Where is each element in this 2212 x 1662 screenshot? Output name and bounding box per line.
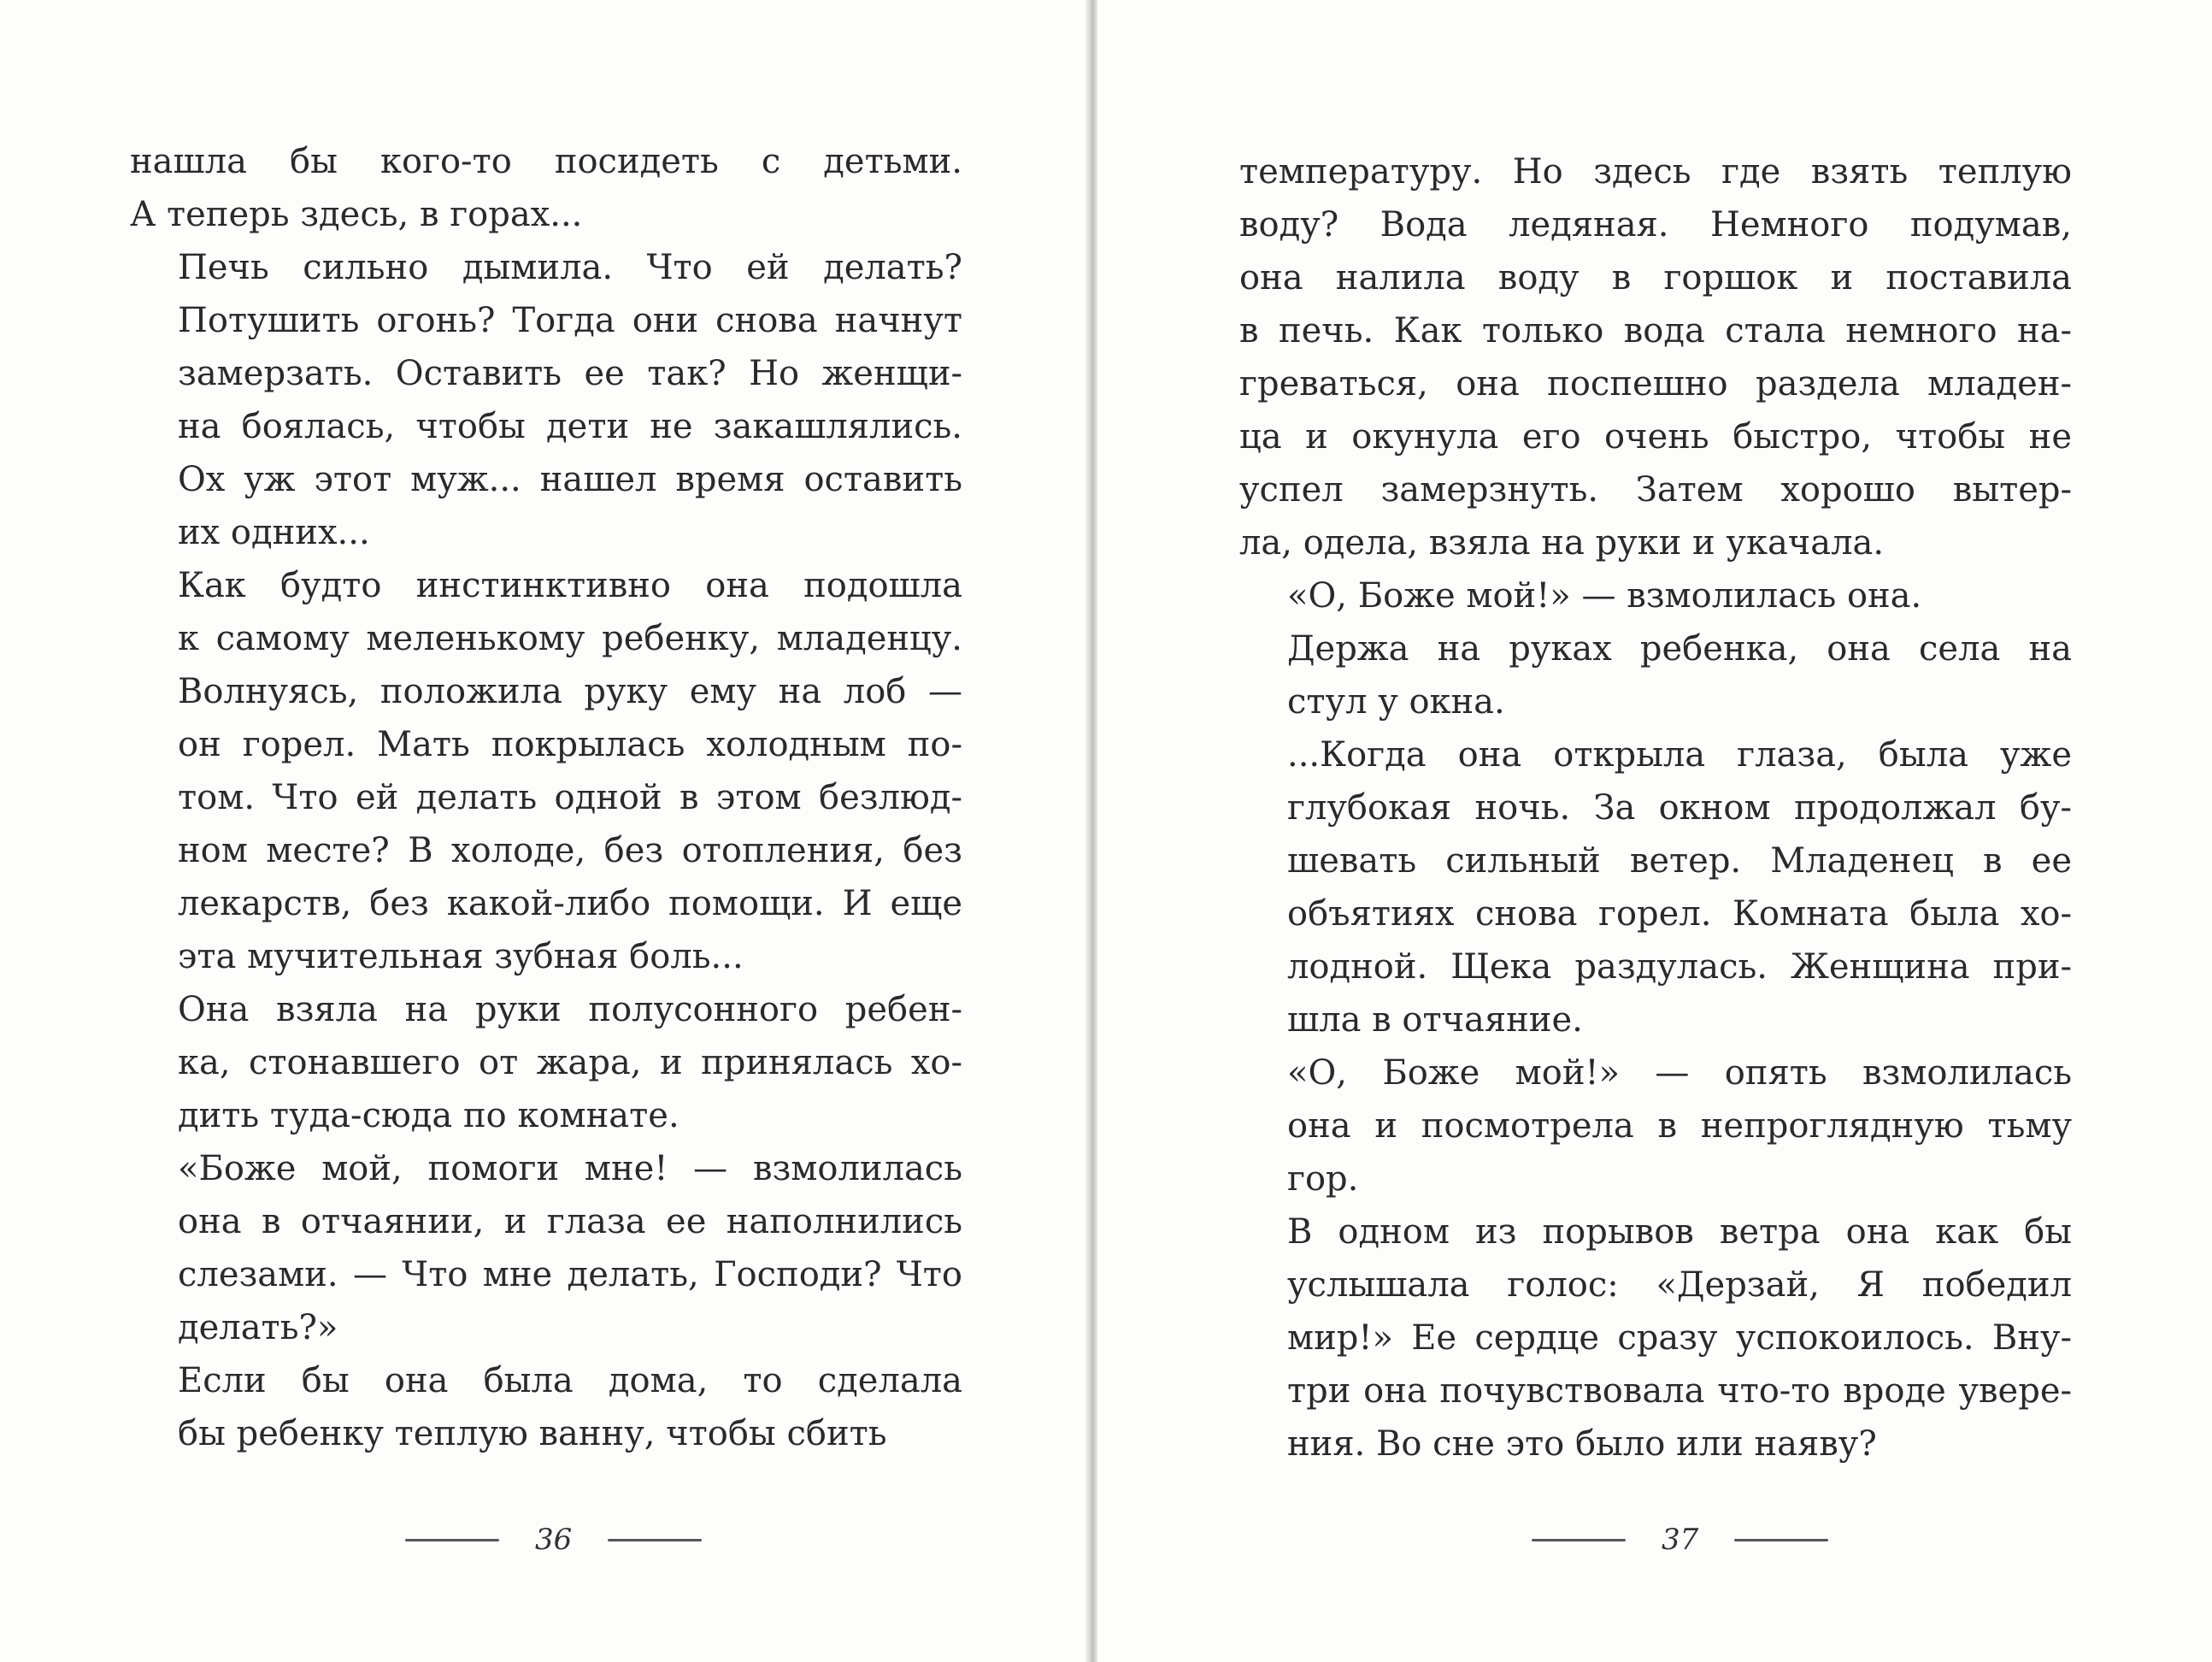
text-line: Она взяла на руки полусонного ребен- <box>178 990 962 1029</box>
left-page-folio <box>369 1518 738 1561</box>
paragraph <box>1239 1205 2072 1470</box>
text-line: ца и окунула его очень быстро, чтобы не <box>1239 417 2072 457</box>
text-line: Потушить огонь? Тогда они снова начнут <box>178 301 962 340</box>
paragraph <box>1239 728 2072 1046</box>
folio-dash-right <box>1734 1539 1828 1541</box>
text-line: «О, Боже мой!» — опять взмолилась <box>1287 1053 2072 1093</box>
text-line: гор. <box>1287 1159 1359 1199</box>
text-line: слезами. — Что мне делать, Господи? Что <box>178 1255 962 1294</box>
text-line: она налила воду в горшок и поставила <box>1239 258 2072 298</box>
text-line: шла в отчаяние. <box>1287 1000 1583 1040</box>
text-line: замерзать. Оставить ее так? Но женщи- <box>178 354 962 393</box>
text-line: бы ребенку теплую ванну, чтобы сбить <box>178 1414 887 1453</box>
folio-dash-left <box>405 1539 499 1541</box>
text-line: ка, стонавшего от жара, и принялась хо- <box>178 1043 962 1082</box>
text-line: нашла бы кого-то посидеть с детьми. <box>130 142 962 181</box>
paragraph <box>130 1142 962 1354</box>
text-line: глубокая ночь. За окном продолжал бу- <box>1287 788 2072 828</box>
paragraph <box>1239 145 2072 569</box>
paragraph <box>130 135 962 241</box>
text-line: шевать сильный ветер. Младенец в ее <box>1287 841 2072 881</box>
text-line: том. Что ей делать одной в этом безлюд- <box>178 778 962 817</box>
text-line: Как будто инстинктивно она подошла <box>178 566 962 605</box>
text-line: температуру. Но здесь где взять теплую <box>1239 152 2072 192</box>
text-line: мир!» Ее сердце сразу успокоилось. Вну- <box>1287 1318 2072 1358</box>
page-number: 36 <box>535 1523 573 1557</box>
text-line: она и посмотрела в непроглядную тьму <box>1287 1106 2072 1146</box>
paragraph <box>1239 622 2072 728</box>
book-gutter <box>1085 0 1097 1662</box>
text-line: «Боже мой, помоги мне! — взмолилась <box>178 1149 962 1188</box>
text-line: услышала голос: «Дерзай, Я победил <box>1287 1265 2072 1305</box>
text-line: Держа на руках ребенка, она села на <box>1287 629 2072 669</box>
text-line: она в отчаянии, и глаза ее наполнились <box>178 1202 962 1241</box>
text-line: он горел. Мать покрылась холодным по- <box>178 725 962 764</box>
text-line: лекарств, без какой-либо помощи. И еще <box>178 884 962 923</box>
folio-dash-left <box>1532 1539 1626 1541</box>
text-line: к самому меленькому ребенку, младенцу. <box>178 619 962 658</box>
text-line: ния. Во сне это было или наяву? <box>1287 1424 1877 1464</box>
paragraph <box>1239 569 2072 622</box>
text-line: три она почувствовала что-то вроде увере- <box>1287 1371 2072 1411</box>
page-number: 37 <box>1662 1523 1699 1557</box>
text-line: эта мучительная зубная боль... <box>178 937 744 976</box>
text-line: объятиях снова горел. Комната была хо- <box>1287 894 2072 934</box>
text-line: ла, одела, взяла на руки и укачала. <box>1239 523 1885 563</box>
text-line: воду? Вода ледяная. Немного подумав, <box>1239 205 2072 245</box>
text-line: их одних... <box>178 513 370 552</box>
text-line: Печь сильно дымила. Что ей делать? <box>178 248 962 287</box>
text-line: А теперь здесь, в горах... <box>130 195 583 234</box>
text-line: ...Когда она открыла глаза, была уже <box>1287 735 2072 775</box>
text-line: Если бы она была дома, то сделала <box>178 1361 962 1400</box>
text-line: Ох уж этот муж... нашел время оставить <box>178 460 962 499</box>
paragraph <box>130 983 962 1142</box>
right-page-text <box>1239 145 2072 1470</box>
text-line: успел замерзнуть. Затем хорошо вытер- <box>1239 470 2072 510</box>
text-line: «О, Боже мой!» — взмолилась она. <box>1287 576 1922 616</box>
text-line: на боялась, чтобы дети не закашлялись. <box>178 407 962 446</box>
right-page-folio <box>1496 1518 1864 1561</box>
text-line: В одном из порывов ветра она как бы <box>1287 1212 2072 1252</box>
paragraph <box>130 1354 962 1460</box>
left-page <box>0 0 1085 1662</box>
text-line: греваться, она поспешно раздела младен- <box>1239 364 2072 404</box>
text-line: делать?» <box>178 1308 338 1347</box>
paragraph <box>130 241 962 559</box>
folio-dash-right <box>608 1539 702 1541</box>
text-line: дить туда-сюда по комнате. <box>178 1096 679 1135</box>
left-page-text <box>130 135 962 1460</box>
right-page <box>1097 0 2212 1662</box>
text-line: ном месте? В холоде, без отопления, без <box>178 831 962 870</box>
text-line: в печь. Как только вода стала немного на- <box>1239 311 2072 351</box>
text-line: лодной. Щека раздулась. Женщина при- <box>1287 947 2072 987</box>
text-line: стул у окна. <box>1287 682 1505 722</box>
text-line: Волнуясь, положила руку ему на лоб — <box>178 672 962 711</box>
paragraph <box>1239 1046 2072 1205</box>
paragraph <box>130 559 962 983</box>
